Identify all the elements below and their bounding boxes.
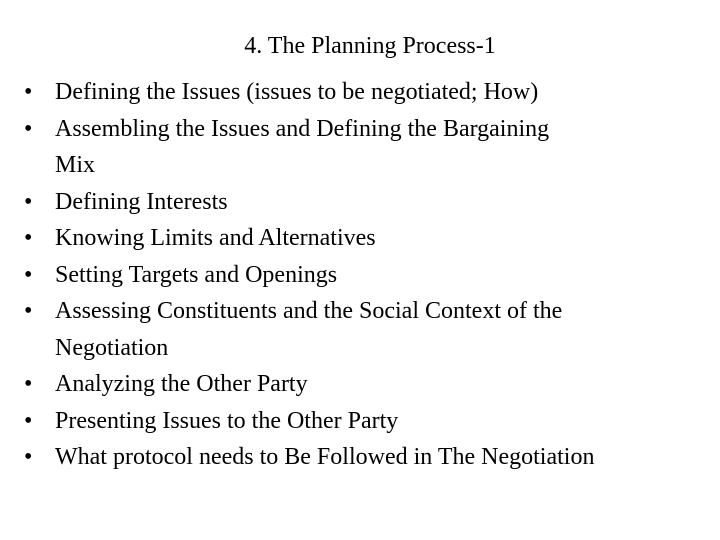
bullet-item xyxy=(24,366,704,403)
bullet-dot-icon: • xyxy=(24,115,33,142)
bullet-text-line: Negotiation xyxy=(55,334,169,361)
bullet-text-line: What protocol needs to Be Followed in The Negotiation xyxy=(55,444,595,470)
bullet-dot-icon: • xyxy=(24,188,33,215)
bullet-dot-icon: • xyxy=(24,371,33,397)
bullet-text-line: Mix xyxy=(55,152,96,178)
bullet-dot-icon: • xyxy=(24,79,33,105)
bullet-dot-icon: • xyxy=(24,444,33,470)
bullet-dot-icon: • xyxy=(24,225,33,251)
bullet-text-line: Analyzing the Other Party xyxy=(55,371,308,397)
bullet-text-line: Assembling the Issues and Defining the Bargaining xyxy=(55,115,550,142)
bullet-item xyxy=(24,74,704,111)
bullet-text-line: Presenting Issues to the Other Party xyxy=(55,407,399,434)
bullet-item xyxy=(24,220,704,257)
bullet-item xyxy=(24,257,704,294)
bullet-text-line: Assessing Constituents and the Social Context of the xyxy=(55,298,563,324)
bullet-item xyxy=(24,184,704,221)
bullet-text-line: Knowing Limits and Alternatives xyxy=(55,225,376,251)
bullet-item xyxy=(24,439,704,476)
bullet-item xyxy=(24,293,704,366)
bullet-dot-icon: • xyxy=(24,298,33,324)
bullet-dot-icon: • xyxy=(24,407,33,434)
bullet-text-line: Defining the Issues (issues to be negotiated; How) xyxy=(55,79,539,105)
slide-title: 4. The Planning Process-1 xyxy=(244,33,496,59)
bullet-text-line: Setting Targets and Openings xyxy=(55,261,338,288)
bullet-dot-icon: • xyxy=(24,261,33,288)
bullet-text-line: Defining Interests xyxy=(55,188,228,215)
bullet-list xyxy=(24,74,704,476)
bullet-item xyxy=(24,111,704,184)
bullet-item xyxy=(24,403,704,440)
